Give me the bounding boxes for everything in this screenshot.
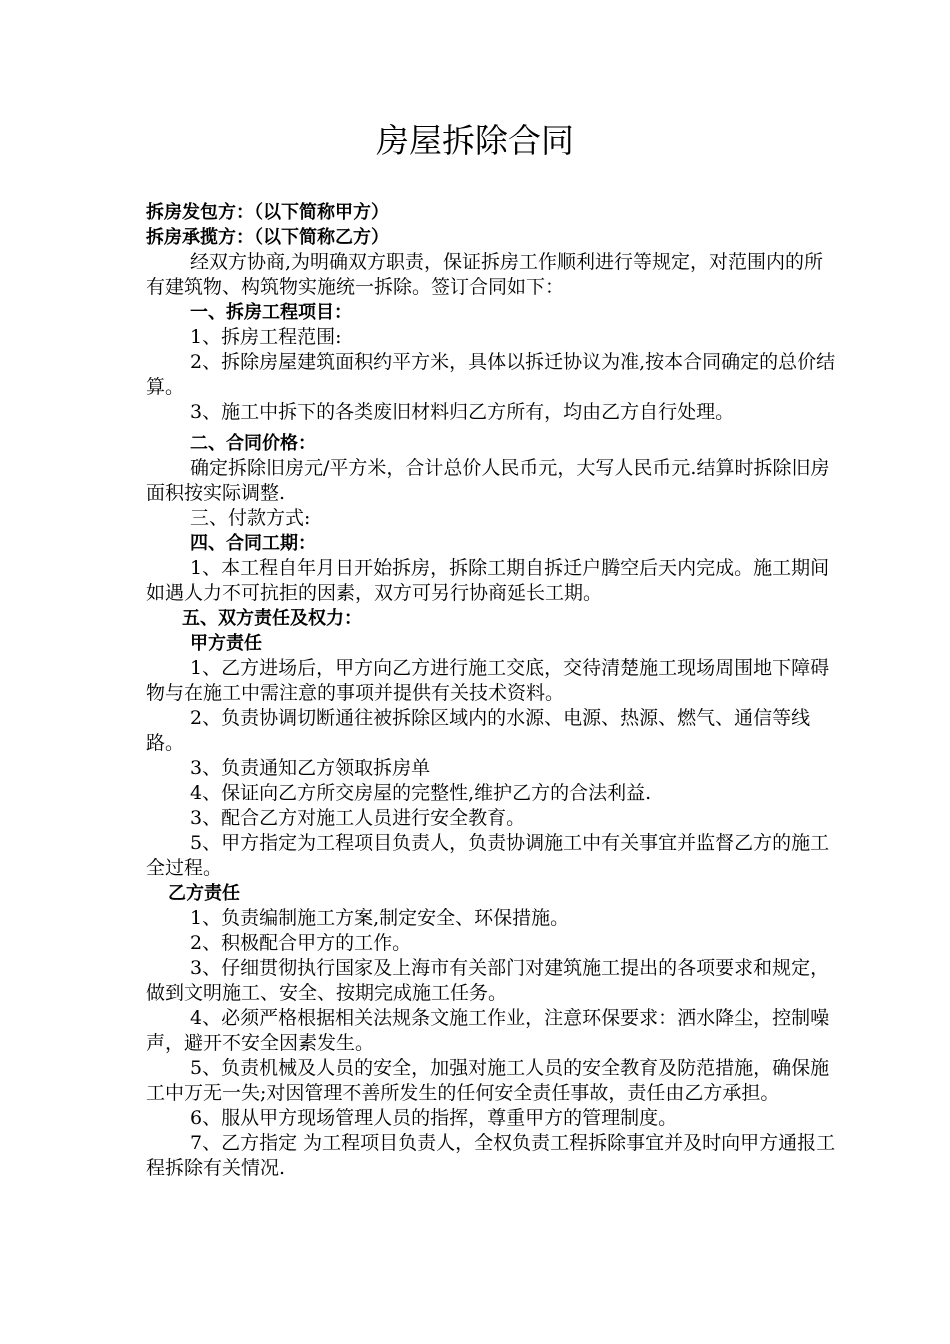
party-a-item: 2、负责协调切断通往被拆除区域内的水源、电源、热源、燃气、通信等线路。 [146, 707, 811, 754]
party-a-item: 3、配合乙方对施工人员进行安全教育。 [190, 807, 526, 829]
intro-paragraph: 经双方协商,为明确双方职责，保证拆房工作顺利进行等规定，对范围内的所有建筑物、构筑物实施统一拆除。签订合同如下： [146, 251, 824, 298]
section1-item: 3、施工中拆下的各类废旧材料归乙方所有，均由乙方自行处理。 [190, 401, 735, 423]
party-a-item: 5、甲方指定为工程项目负责人，负责协调施工中有关事宜并监督乙方的施工全过程。 [146, 832, 830, 879]
section1-item: 1、拆房工程范围: [190, 326, 342, 348]
section2-heading: 二、合同价格： [190, 433, 316, 454]
section4-heading: 四、合同工期： [190, 533, 316, 554]
party-b-responsibility-heading: 乙方责任 [168, 883, 240, 904]
party-b-item: 7、乙方指定 为工程项目负责人，全权负责工程拆除事宜并及时向甲方通报工程拆除有关情况. [146, 1132, 836, 1179]
party-b-item: 4、必须严格根据相关法规条文施工作业，注意环保要求：洒水降尘，控制噪声，避开不安全因素发生。 [146, 1007, 830, 1054]
party-a-item: 3、负责通知乙方领取拆房单 [190, 757, 431, 779]
section3-heading: 三、付款方式: [190, 507, 311, 529]
section1-item: 2、拆除房屋建筑面积约平方米，具体以拆迁协议为准,按本合同确定的总价结算。 [146, 351, 836, 398]
party-b-item: 1、负责编制施工方案,制定安全、环保措施。 [190, 907, 570, 929]
party-b-line: 拆房承揽方：（以下简称乙方） [146, 227, 389, 248]
party-b-item: 5、负责机械及人员的安全，加强对施工人员的安全教育及防范措施，确保施工中万无一失;对因管理不善所发生的任何安全责任事故，责任由乙方承担。 [146, 1057, 830, 1104]
party-b-item: 3、仔细贯彻执行国家及上海市有关部门对建筑施工提出的各项要求和规定，做到文明施工、安全、按期完成施工任务。 [146, 957, 830, 1004]
section2-text: 确定拆除旧房元/平方米，合计总价人民币元，大写人民币元.结算时拆除旧房面积按实际调整. [146, 457, 830, 504]
party-a-line: 拆房发包方：（以下简称甲方） [146, 202, 389, 223]
party-a-item: 4、保证向乙方所交房屋的完整性,维护乙方的合法利益. [190, 782, 652, 804]
party-a-item: 1、乙方进场后，甲方向乙方进行施工交底，交待清楚施工现场周围地下障碍物与在施工中需注意的事项并提供有关技术资料。 [146, 657, 830, 704]
party-b-item: 2、积极配合甲方的工作。 [190, 932, 412, 954]
section5-heading: 五、双方责任及权力： [182, 608, 362, 629]
party-a-responsibility-heading: 甲方责任 [190, 633, 262, 654]
party-b-item: 6、服从甲方现场管理人员的指挥，尊重甲方的管理制度。 [190, 1107, 678, 1129]
document-body [146, 200, 836, 1181]
section1-heading: 一、拆房工程项目： [190, 302, 352, 323]
section4-text: 1、本工程自年月日开始拆房，拆除工期自拆迁户腾空后天内完成。施工期间如遇人力不可抗拒的因素，双方可另行协商延长工期。 [146, 557, 830, 604]
page-title: 房屋拆除合同 [376, 121, 574, 160]
